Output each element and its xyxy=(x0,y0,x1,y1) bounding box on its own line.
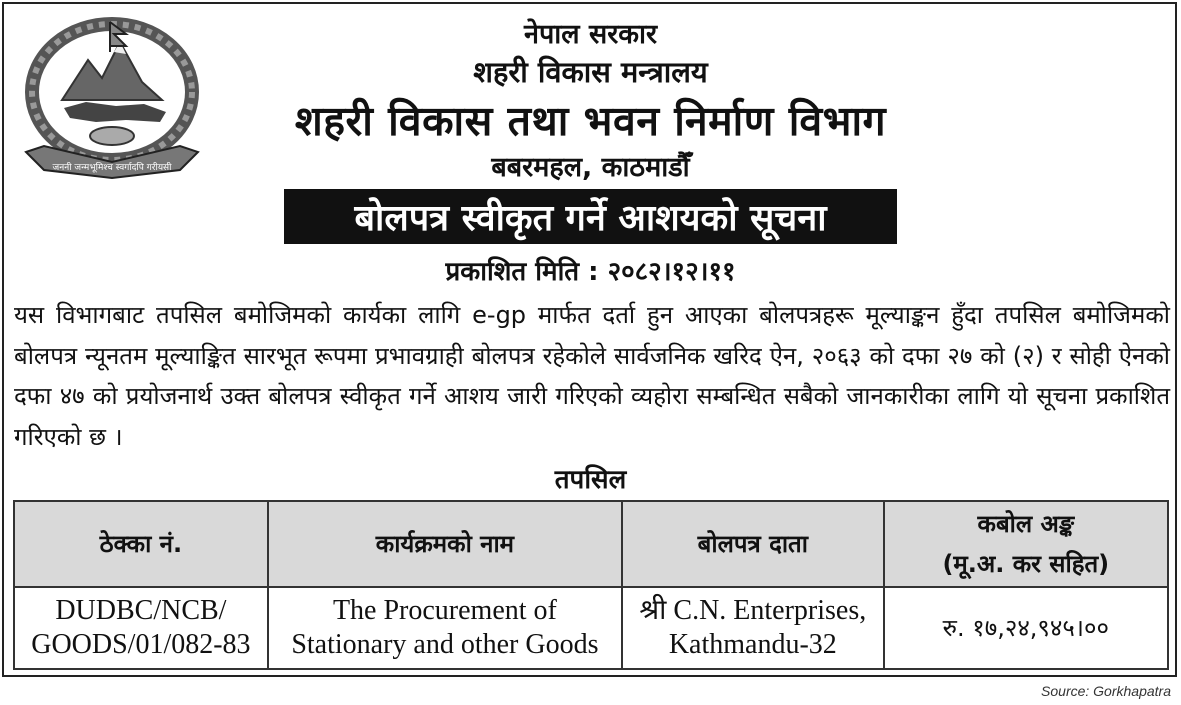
program-line1: The Procurement of xyxy=(332,595,557,626)
header-amount xyxy=(884,501,1168,587)
department-name: शहरी विकास तथा भवन निर्माण विभाग xyxy=(294,97,887,145)
source-credit: Source: Gorkhapatra xyxy=(1041,683,1171,699)
program-line2: Stationary and other Goods xyxy=(291,629,599,660)
cell-contract-no xyxy=(14,587,268,669)
schedule-label: तपसिल xyxy=(554,465,627,495)
contract-no-line2: GOODS/01/082-83 xyxy=(31,629,251,660)
bidder-line1: श्री C.N. Enterprises, xyxy=(639,595,867,626)
award-table xyxy=(13,500,1169,670)
header-contract-no: ठेक्का नं. xyxy=(14,501,268,587)
cell-bidder xyxy=(622,587,884,669)
header-amount-line1: कबोल अङ्क xyxy=(977,510,1075,538)
cell-amount: रु. १७,२४,९४५।०० xyxy=(884,587,1168,669)
government-name: नेपाल सरकार xyxy=(523,19,658,50)
bidder-line2: Kathmandu-32 xyxy=(668,629,837,660)
notice-title xyxy=(284,189,897,244)
notice-title-text: बोलपत्र स्वीकृत गर्ने आशयको सूचना xyxy=(354,198,827,239)
cell-program-name xyxy=(268,587,622,669)
header-bidder: बोलपत्र दाता xyxy=(622,501,884,587)
header-amount-line2: (मू.अ. कर सहित) xyxy=(942,550,1110,578)
contract-no-line1: DUDBC/NCB/ xyxy=(55,595,227,626)
table-row xyxy=(14,587,1168,669)
published-date: प्रकाशित मिति : २०८२।१२।११ xyxy=(445,257,736,287)
ministry-name: शहरी विकास मन्त्रालय xyxy=(473,55,708,89)
office-address: बबरमहल, काठमाडौँ xyxy=(491,152,690,183)
emblem-motto: जननी जन्मभूमिश्च स्वर्गादपि गरीयसी xyxy=(52,163,172,173)
notice-body: यस विभागबाट तपसिल बमोजिमको कार्यका लागि e-gp मार्फत दर्ता हुन आएका बोलपत्रहरू मूल्याङ्कन हुँदा तपसिल बमोजिमको बोलपत्र न्यूनतम मूल्याङ्कित सारभूत रूपमा प्रभावग्राही बोलपत्र रहेकोले सार्वजनिक खरिद ऐन, २०६३ को दफा २७ को (२) र सोही ऐनको दफा ४७ को प्रयोजनार्थ उक्त बोलपत्र स्वीकृत गर्ने आशय जारी गरिएको व्यहोरा सम्बन्धित सबैको जानकारीका लागि यो सूचना प्रकाशित गरिएको छ । xyxy=(14,301,1170,451)
table-header-row xyxy=(14,501,1168,587)
header-program-name: कार्यक्रमको नाम xyxy=(268,501,622,587)
